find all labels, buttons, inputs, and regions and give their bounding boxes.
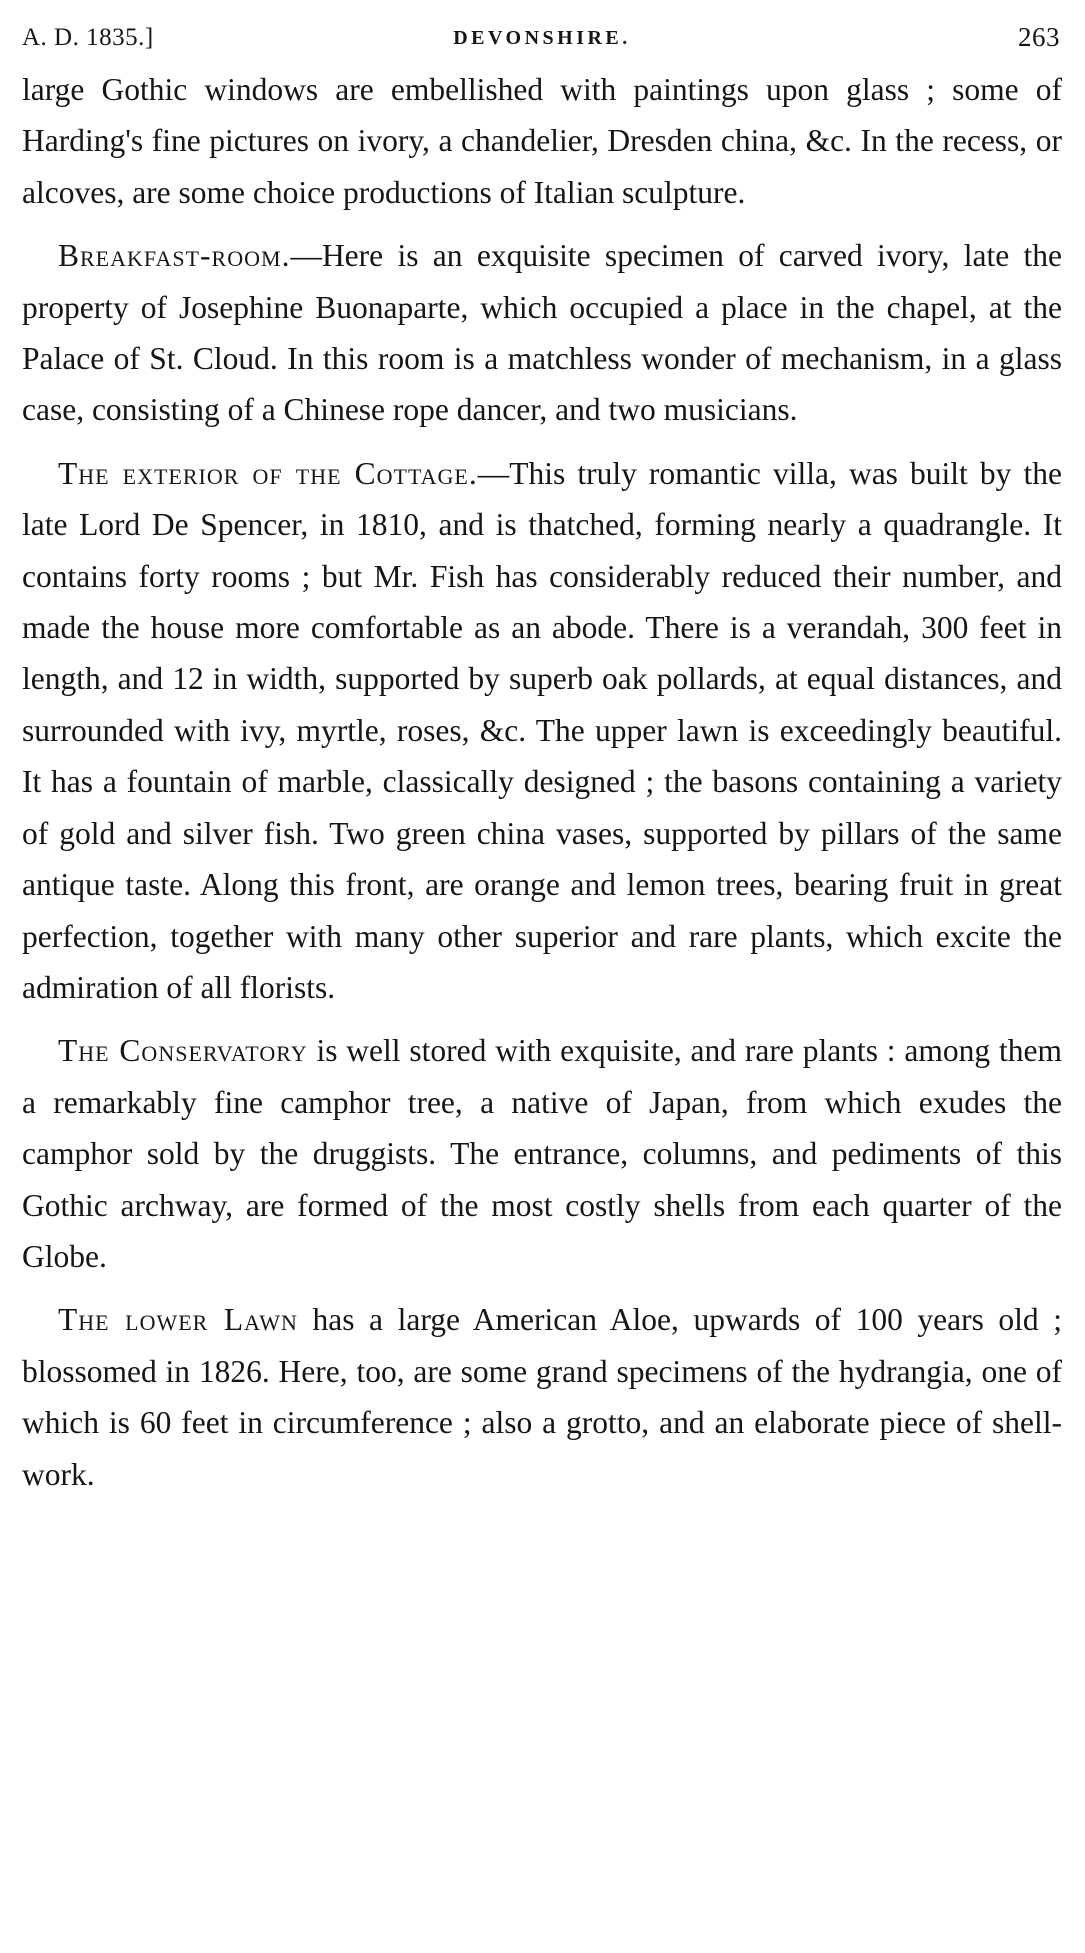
paragraph-conservatory <box>22 1025 1062 1282</box>
running-head <box>22 12 1062 64</box>
paragraph-text: —Here is an exquisite specimen of carved ivory, late the property of Josephine Buonaparte, which occupied a place in the chapel, at the Palace of St. Cloud. In this room is a matchless wonder of mechanism, in a glass case, consisting of a Chinese rope dancer, and two musicians. <box>22 238 1062 428</box>
running-head-date: A. D. 1835.] <box>22 24 154 51</box>
paragraph-heading: The exterior of the Cottage. <box>58 455 478 491</box>
paragraph-text: has a large American Aloe, upwards of 100 years old ; blossomed in 1826. Here, too, are some grand specimens of the hydrangia, one of which is 60 feet in circumference ; also a grotto, and an elaborate piece of shellwork. <box>22 1302 1062 1492</box>
paragraph-heading: Breakfast-room. <box>58 238 291 274</box>
paragraph-text: large Gothic windows are embellished with paintings upon glass ; some of Harding's fine pictures on ivory, a chandelier, Dresden china, &c. In the recess, or alcoves, are some choice productions of Italian sculpture. <box>22 72 1062 210</box>
book-page <box>22 12 1062 1500</box>
paragraph-heading: The Conservatory <box>58 1033 308 1069</box>
paragraph-text: —This truly romantic villa, was built by the late Lord De Spencer, in 1810, and is thatched, forming nearly a quadrangle. It contains forty rooms ; but Mr. Fish has considerably reduced their number, and made the house more comfortable as an abode. There is a verandah, 300 feet in length, and 12 in width, supported by superb oak pollards, at equal distances, and surrounded with ivy, myrtle, roses, &c. The upper lawn is exceedingly beautiful. It has a fountain of marble, classically designed ; the basons containing a variety of gold and silver fish. Two green china vases, supported by pillars of the same antique taste. Along this front, are orange and lemon trees, bearing fruit in great perfection, together with many other superior and rare plants, which excite the admiration of all florists. <box>22 455 1062 1005</box>
paragraph-continued <box>22 64 1062 218</box>
paragraph-lower-lawn <box>22 1294 1062 1500</box>
paragraph-heading: The lower Lawn <box>58 1302 298 1338</box>
paragraph-breakfast-room <box>22 230 1062 436</box>
running-head-title: DEVONSHIRE. <box>453 27 631 49</box>
paragraph-text: is well stored with exquisite, and rare plants : among them a remarkably fine camphor tree, a native of Japan, from which exudes the camphor sold by the druggists. The entrance, columns, and pediments of this Gothic archway, are formed of the most costly shells from each quarter of the Globe. <box>22 1033 1062 1274</box>
paragraph-cottage-exterior <box>22 448 1062 1013</box>
page-number: 263 <box>1018 22 1060 52</box>
